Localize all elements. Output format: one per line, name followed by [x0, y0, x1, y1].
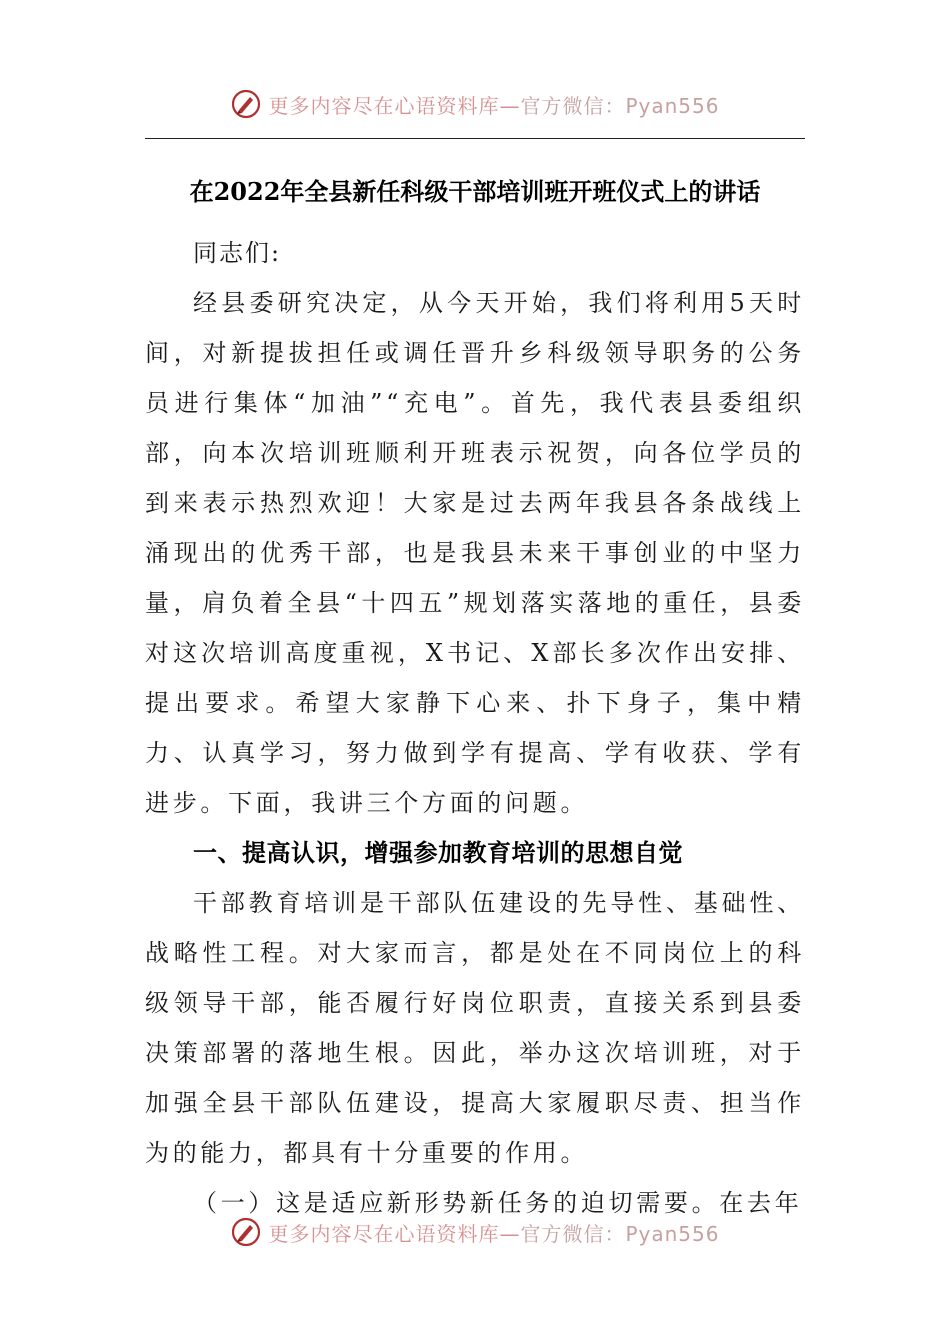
document-body [145, 228, 805, 1228]
pen-logo-icon [230, 1216, 262, 1248]
paragraph: （一）这是适应新形势新任务的迫切需要。在去年 [193, 1189, 803, 1217]
footer-watermark [0, 1212, 950, 1252]
salutation: 同志们: [193, 239, 282, 267]
document-title: 在2022年全县新任科级干部培训班开班仪式上的讲话 [189, 177, 761, 206]
watermark-text: 更多内容尽在心语资料库—官方微信：Pyan556 [268, 1221, 720, 1246]
header-watermark [0, 84, 950, 124]
paragraph: 干部教育培训是干部队伍建设的先导性、基础性、战略性工程。对大家而言，都是处在不同岗位上的科级领导干部，能否履行好岗位职责，直接关系到县委决策部署的落地生根。因此，举办这次培训班，对于加强全县干部队伍建设，提高大家履职尽责、担当作为的能力，都具有十分重要的作用。 [145, 889, 805, 1167]
pen-logo-icon [230, 88, 262, 120]
watermark-text: 更多内容尽在心语资料库—官方微信：Pyan556 [268, 93, 720, 118]
paragraph: 经县委研究决定，从今天开始，我们将利用5天时间，对新提拔担任或调任晋升乡科级领导职务的公务员进行集体“加油”“充电”。首先，我代表县委组织部，向本次培训班顺利开班表示祝贺，向各位学员的到来表示热烈欢迎！大家是过去两年我县各条战线上涌现出的优秀干部，也是我县未来干事创业的中坚力量，肩负着全县“十四五”规划落实落地的重任，县委对这次培训高度重视，X书记、X部长多次作出安排、提出要求。希望大家静下心来、扑下身子，集中精力、认真学习，努力做到学有提高、学有收获、学有进步。下面，我讲三个方面的问题。 [145, 289, 805, 817]
section-heading: 一、提高认识，增强参加教育培训的思想自觉 [193, 839, 683, 867]
header-divider [145, 138, 805, 139]
